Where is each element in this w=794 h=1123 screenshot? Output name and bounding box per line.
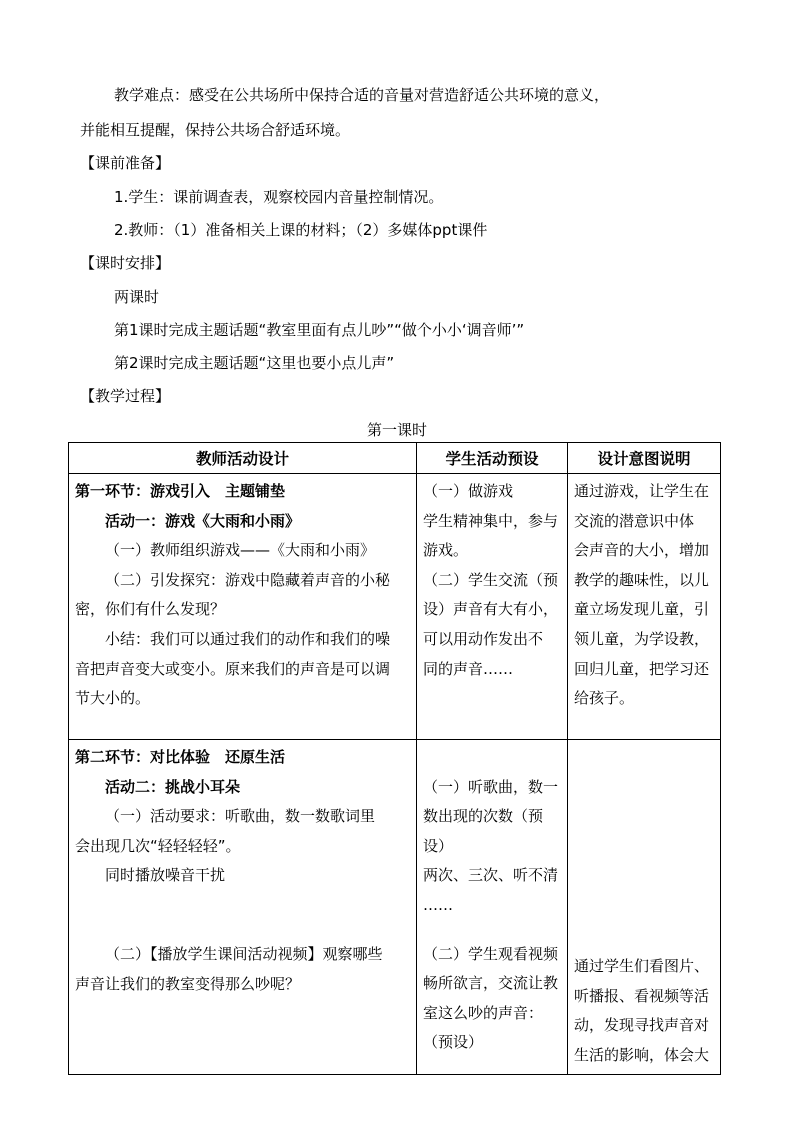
spacer	[423, 921, 561, 940]
process-heading: 【教学过程】	[80, 387, 171, 405]
section1-teacher-line: 音把声音变大或变小。原来我们的声音是可以调	[75, 659, 391, 678]
difficulty-line-1: 教学难点：感受在公共场所中保持合适的音量对营造舒适公共环境的意义，	[114, 86, 610, 104]
section2-intent-line: 生活的影响，体会大	[574, 1045, 710, 1064]
section2-student-line: 数出现的次数（预	[423, 807, 544, 826]
lesson-table	[68, 442, 721, 1075]
section1-student-line: 设）声音有大有小，	[423, 600, 559, 619]
section2-student-line: （一）听歌曲，数一	[423, 777, 559, 796]
section2-intent-cell	[568, 740, 721, 1075]
section1-intent-line: 交流的潜意识中体	[574, 511, 695, 530]
section1-student-line: （二）学生交流（预	[423, 570, 559, 589]
section1-student-line: 游戏。	[423, 541, 469, 560]
schedule-lesson-1: 第1课时完成主题话题“教室里面有点儿吵”“做个小小‘调音师’”	[114, 321, 525, 339]
table-caption: 第一课时	[366, 421, 427, 439]
table-header-row	[69, 443, 721, 474]
section2-teacher-line: （二）【播放学生课间活动视频】观察哪些	[105, 944, 383, 963]
section1-intent-cell	[568, 474, 721, 740]
section2-intent-line: 听播报、看视频等活	[574, 986, 710, 1005]
section2-teacher-line: 声音让我们的教室变得那么吵呢？	[75, 974, 301, 993]
section2-title: 第二环节：对比体验 还原生活	[75, 748, 286, 766]
section1-intent-line: 领儿童，为学设教，	[574, 629, 710, 648]
section1-student-cell	[417, 474, 568, 740]
difficulty-line-2: 并能相互提醒，保持公共场合舒适环境。	[80, 121, 351, 139]
section2-student-line: 设）	[423, 836, 454, 855]
section1-student-line: （一）做游戏	[423, 482, 514, 500]
section2-teacher-line: 同时播放噪音干扰	[105, 866, 226, 885]
section2-teacher-line: （一）活动要求：听歌曲，数一数歌词里	[105, 807, 376, 826]
section2-student-line: 两次、三次、听不清	[423, 866, 559, 885]
section2-teacher-cell	[69, 740, 417, 1075]
section1-intent-line: 给孩子。	[574, 689, 635, 708]
spacer	[75, 891, 410, 940]
prep-heading: 【课前准备】	[80, 154, 171, 172]
schedule-total: 两课时	[114, 288, 160, 306]
schedule-heading: 【课时安排】	[80, 254, 171, 272]
section2-student-line: （预设）	[423, 1033, 484, 1052]
section1-intent-line: 通过游戏，让学生在	[574, 482, 710, 500]
section2-teacher-line: 会出现几次“轻轻轻轻”。	[75, 836, 241, 855]
section2-intent-line: 通过学生们看图片、	[574, 957, 710, 975]
table-row	[69, 474, 721, 740]
section2-student-line: （二）学生观看视频	[423, 944, 559, 963]
activity2-title: 活动二：挑战小耳朵	[105, 777, 241, 796]
table-row	[69, 740, 721, 1075]
section1-teacher-cell	[69, 474, 417, 740]
section2-student-line	[423, 743, 561, 773]
header-teacher: 教师活动设计	[69, 443, 417, 474]
activity1-title: 活动一：游戏《大雨和小雨》	[105, 511, 301, 530]
section1-intent-line: 教学的趣味性，以儿	[574, 570, 710, 589]
section1-student-line: 同的声音……	[423, 659, 514, 678]
section1-teacher-line: 节大小的。	[75, 689, 151, 708]
section1-intent-line: 回归儿童，把学习还	[574, 659, 710, 678]
section1-teacher-line: （二）引发探究：游戏中隐藏着声音的小秘	[105, 570, 391, 589]
section2-student-cell	[417, 740, 568, 1075]
section1-teacher-line: 密，你们有什么发现？	[75, 600, 226, 619]
section1-intent-line: 会声音的大小，增加	[574, 541, 710, 560]
section1-teacher-line: （一）教师组织游戏——《大雨和小雨》	[105, 541, 376, 560]
section1-title: 第一环节：游戏引入 主题铺垫	[75, 482, 286, 500]
header-student: 学生活动预设	[417, 443, 568, 474]
prep-teacher: 2.教师：（1）准备相关上课的材料；（2）多媒体ppt课件	[114, 221, 488, 239]
section2-student-line: ……	[423, 895, 453, 914]
section1-student-line: 可以用动作发出不	[423, 629, 544, 648]
section2-student-line: 室这么吵的声音：	[423, 1003, 544, 1022]
section1-summary: 小结：我们可以通过我们的动作和我们的噪	[105, 629, 391, 648]
section1-student-line: 学生精神集中，参与	[423, 511, 559, 530]
section2-intent-line: 动，发现寻找声音对	[574, 1016, 710, 1035]
section2-student-line: 畅所欲言，交流让教	[423, 974, 559, 993]
prep-student: 1.学生：课前调查表，观察校园内音量控制情况。	[114, 188, 444, 206]
header-intent: 设计意图说明	[568, 443, 721, 474]
section1-intent-line: 童立场发现儿童，引	[574, 600, 710, 619]
schedule-lesson-2: 第2课时完成主题话题“这里也要小点儿声”	[114, 354, 395, 372]
